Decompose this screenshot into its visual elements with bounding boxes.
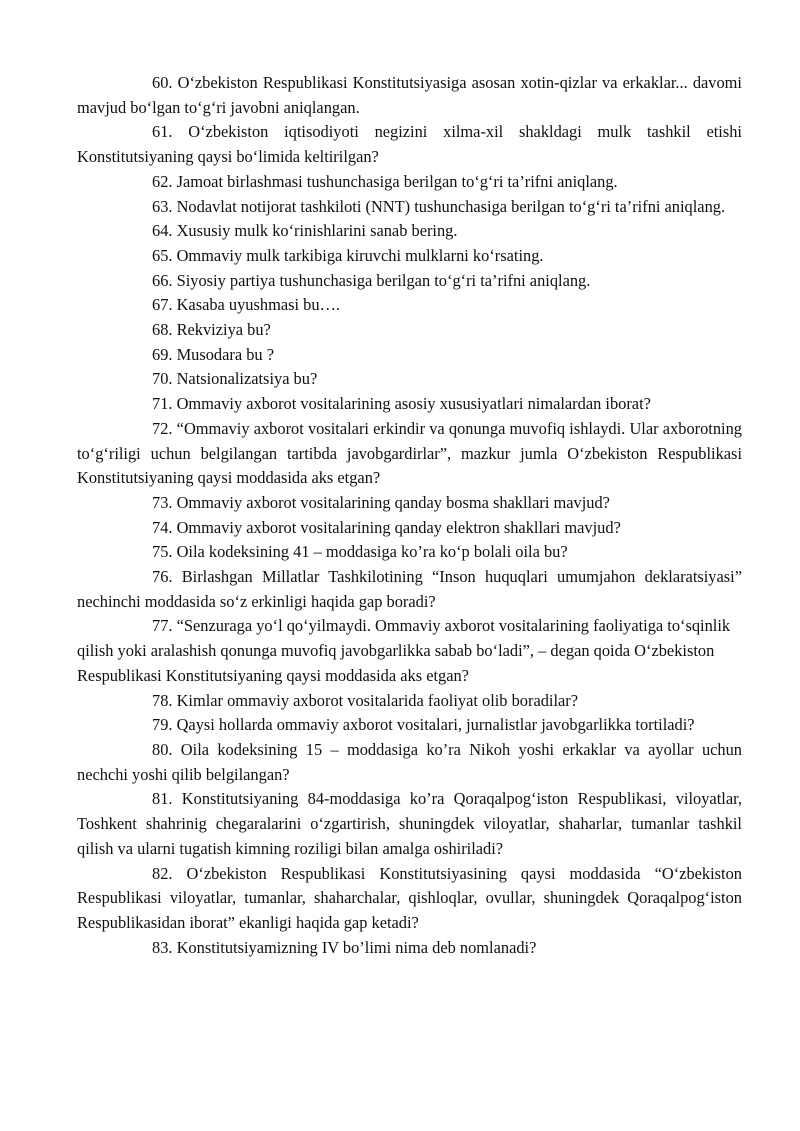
question-77: 77. “Senzuraga yo‘l qo‘yilmaydi. Ommaviy axborot vositalarining faoliyatiga to‘sqinlik qilish yoki aralashish qonunga muvofiq javobgarlikka sabab bo‘ladi”, – degan qoida O‘zbekiston Respublikasi Konstitutsiyaning qaysi moddasida aks etgan? <box>77 616 731 685</box>
question-71: 71. Ommaviy axborot vositalarining asosiy xususiyatlari nimalardan iborat? <box>152 394 651 414</box>
question-83: 83. Konstitutsiyamizning IV bo’limi nima deb nomlanadi? <box>152 937 537 957</box>
question-73: 73. Ommaviy axborot vositalarining qanday bosma shakllari mavjud? <box>152 492 610 512</box>
question-75: 75. Oila kodeksining 41 – moddasiga ko’ra ko‘p bolali oila bu? <box>152 542 568 562</box>
question-66: 66. Siyosiy partiya tushunchasiga berilgan to‘g‘ri ta’rifni aniqlang. <box>152 270 591 290</box>
question-80: 80. Oila kodeksining 15 – moddasiga ko’ra Nikoh yoshi erkaklar va ayollar uchun nechchi yoshi qilib belgilangan? <box>77 739 742 784</box>
question-64: 64. Xususiy mulk ko‘rinishlarini sanab bering. <box>152 221 458 241</box>
question-70: 70. Natsionalizatsiya bu? <box>152 369 318 389</box>
question-62: 62. Jamoat birlashmasi tushunchasiga berilgan to‘g‘ri ta’rifni aniqlang. <box>152 171 618 191</box>
question-72: 72. “Ommaviy axborot vositalari erkindir va qonunga muvofiq ishlaydi. Ular axborotning to‘g‘riligi uchun belgilangan tartibda javobgardirlar”, mazkur jumla O‘zbekiston Respublikasi Konstitutsiyaning qaysi moddasida aks etgan? <box>77 418 742 488</box>
question-81: 81. Konstitutsiyaning 84-moddasiga ko’ra Qoraqalpog‘iston Respublikasi, viloyatlar, Toshkent shahrinig chegaralarini o‘zgartirish, shuningdek viloyatlar, shaharlar, tumanlar tashkil qilish va ularni tugatish kimning roziligi bilan amalga oshiriladi? <box>77 789 742 858</box>
question-68: 68. Rekviziya bu? <box>152 320 271 340</box>
question-82: 82. O‘zbekiston Respublikasi Konstitutsiyasining qaysi moddasida “O‘zbekiston Respublikasi viloyatlar, tumanlar, shaharchalar, qishloqlar, ovullar, shuningdek Qoraqalpog‘iston Respublikasidan iborat” ekanligi haqida gap ketadi? <box>77 863 742 932</box>
question-65: 65. Ommaviy mulk tarkibiga kiruvchi mulklarni ko‘rsating. <box>152 245 544 265</box>
question-69: 69. Musodara bu ? <box>152 344 274 364</box>
question-78: 78. Kimlar ommaviy axborot vositalarida faoliyat olib boradilar? <box>152 690 579 710</box>
question-63: 63. Nodavlat notijorat tashkiloti (NNT) tushunchasiga berilgan to‘g‘ri ta’rifni aniqlang. <box>152 196 726 216</box>
question-79: 79. Qaysi hollarda ommaviy axborot vositalari, jurnalistlar javobgarlikka tortiladi? <box>152 715 695 735</box>
question-76: 76. Birlashgan Millatlar Tashkilotining “Inson huquqlari umumjahon deklaratsiyasi” nechinchi moddasida so‘z erkinligi haqida gap boradi? <box>77 567 742 611</box>
question-61: 61. O‘zbekiston iqtisodiyoti negizini xilma-xil shakldagi mulk tashkil etishi Konstitutsiyaning qaysi bo‘limida keltirilgan? <box>77 122 742 167</box>
question-60: 60. O‘zbekiston Respublikasi Konstitutsiyasiga asosan xotin-qizlar va erkaklar... davomi mavjud bo‘lgan to‘g‘ri javobni aniqlangan. <box>77 73 742 117</box>
question-67: 67. Kasaba uyushmasi bu…. <box>152 295 341 315</box>
question-74: 74. Ommaviy axborot vositalarining qanday elektron shakllari mavjud? <box>152 517 621 537</box>
